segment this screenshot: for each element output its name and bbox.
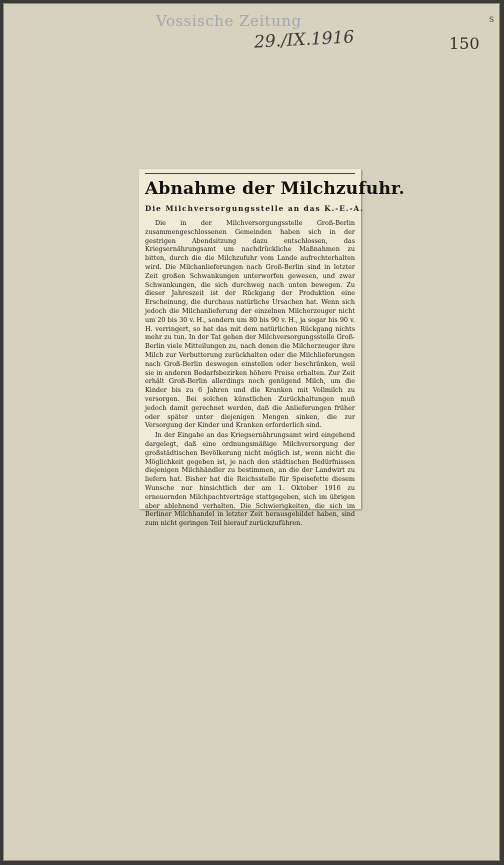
clipping-headline: Abnahme der Milchzufuhr. <box>145 179 405 199</box>
archive-mount-sheet <box>3 3 500 861</box>
clipping-body <box>145 219 355 528</box>
corner-mark: s <box>489 14 495 25</box>
clipping-paragraph: In der Eingabe an das Kriegsernährungsamt wird eingehend dargelegt, daß eine ordnungsmäßige Milchversorgung der großstädtischen Bevölkerung nicht möglich ist, wenn nicht die Möglichkeit gegeben ist, je nach den städtischen Bedürfnissen diejenigen Milchhändler zu bestimmen, an die der Landwirt zu liefern hat. Bisher hat die Reichsstelle für Speisefette diesem Wunsche nur hinsichtlich der am 1. Oktober 1916 zu erneuernden Milchpachtverträge stattgegeben, sich im übrigen aber ablehnend verhalten. Die Schwierigkeiten, die sich im Berliner Milchhandel in letzter Zeit herausgebildet haben, sind zum nicht geringen Teil hierauf zurückzuführen. <box>145 431 355 528</box>
page-number: 150 <box>449 34 480 53</box>
handwritten-date: 29./IX.1916 <box>253 27 355 53</box>
newspaper-stamp: Vossische Zeitung <box>156 12 302 30</box>
newspaper-clipping <box>139 169 405 528</box>
clipping-subheadline: Die Milchversorgungsstelle an das K.-E.-A. <box>145 204 364 213</box>
clipping-paragraph: Die in der Milchversorgungsstelle Groß-Berlin zusammengeschlossenen Gemeinden haben sich in der gestrigen Abendsitzung dazu entschlossen, das Kriegsernährungsamt um nachdrückliche Maßnahmen zu bitten, durch die die Milchzufuhr vom Lande aufrechterhalten wird. Die Milchanlieferungen nach Groß-Berlin sind in letzter Zeit großen Schwankungen unterworfen gewesen, und zwar Schwankungen, die sich durchweg nach unten bewegen. Zu dieser Jahreszeit ist der Rückgang der Produktion eine Erscheinung, die durchaus natürliche Ursachen hat. Wenn sich jedoch die Milchanlieferung der einzelnen Milcherzeuger nicht um 20 bis 30 v. H., sondern um 80 bis 90 v. H., ja sogar bis 90 v. H. verringert, so hat das mit dem natürlichen Rückgang nichts mehr zu tun. In der Tat gehen der Milchversorgungsstelle Groß-Berlin viele Mitteilungen zu, nach denen die Milcherzeuger ihre Milch zur Verbutterung zurückhalten oder die Milchlieferungen nach Groß-Berlin deswegen einstellen oder beschränken, weil sie in anderen Bedarfsbezirken höhere Preise erhalten. Zur Zeit erhält Groß-Berlin allerdings noch genügend Milch, um die Kinder bis zu 6 Jahren und die Kranken mit Vollmilch zu versorgen. Bei solchen künstlichen Zurückhaltungen muß jedoch damit gerechnet werden, daß die Anlieferungen früher oder später unter diejenigen Mengen sinken, die zur Versorgung der Kinder und Kranken erforderlich sind. <box>145 219 355 430</box>
clipping-top-rule <box>145 173 355 174</box>
